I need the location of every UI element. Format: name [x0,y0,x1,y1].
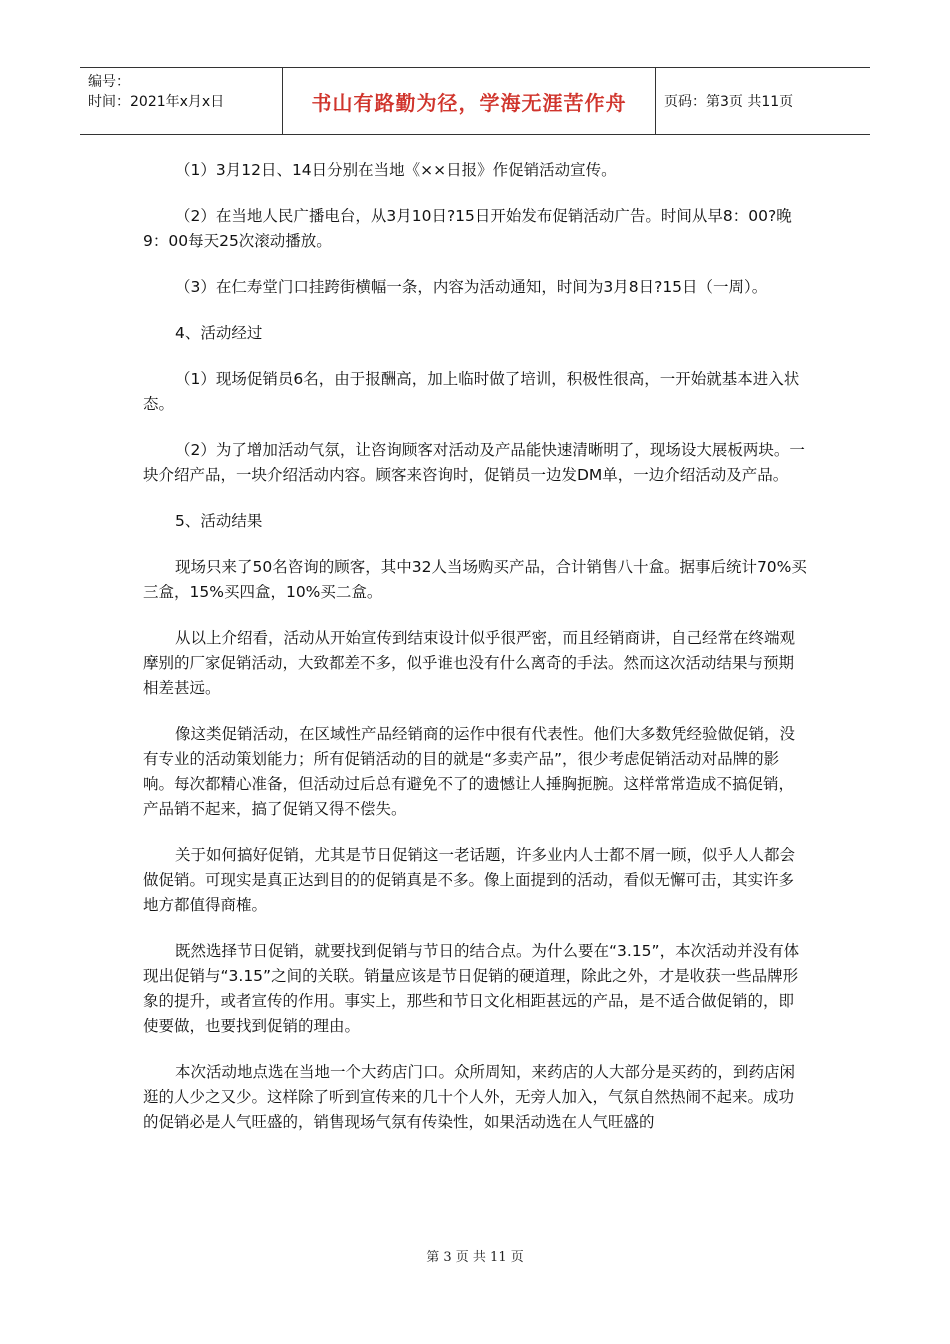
paragraph: （3）在仁寿堂门口挂跨街横幅一条，内容为活动通知，时间为3月8日?15日（一周）。 [175,278,768,296]
paragraph: 本次活动地点选在当地一个大药店门口。众所周知，来药店的人大部分是买药的，到药店闲逛的人少之又少。这样除了听到宣传来的几十个人外，无旁人加入，气氛自然热闹不起来。成功的促销必是人气旺盛的，销售现场气氛有传染性，如果活动选在人气旺盛的 [143,1063,796,1131]
section-heading: 4、活动经过 [175,324,263,342]
paragraph: 关于如何搞好促销，尤其是节日促销这一老话题，许多业内人士都不屑一顾，似乎人人都会做促销。可现实是真正达到目的的促销真是不多。像上面提到的活动，看似无懈可击，其实许多地方都值得商榷。 [143,846,796,914]
document-date-label: 时间：2021年x月x日 [88,94,225,110]
document-body [143,158,808,1156]
header-page-cell [656,68,870,134]
paragraph: （2）在当地人民广播电台，从3月10日?15日开始发布促销活动广告。时间从早8：00?晚9：00每天25次滚动播放。 [143,207,792,250]
page-header [80,67,870,135]
paragraph: 从以上介绍看，活动从开始宣传到结束设计似乎很严密，而且经销商讲，自己经常在终端观摩别的厂家促销活动，大致都差不多，似乎谁也没有什么离奇的手法。然而这次活动结果与预期相差甚远。 [143,629,796,697]
header-motto: 书山有路勤为径，学海无涯苦作舟 [311,90,627,115]
paragraph: 现场只来了50名咨询的顾客，其中32人当场购买产品，合计销售八十盒。据事后统计70%买三盒，15%买四盒，10%买二盒。 [143,558,807,601]
paragraph: 既然选择节日促销，就要找到促销与节日的结合点。为什么要在“3.15”，本次活动并没有体现出促销与“3.15”之间的关联。销量应该是节日促销的硬道理，除此之外，才是收获一些品牌形象的提升，或者宣传的作用。事实上，那些和节日文化相距甚远的产品，是不适合做促销的，即使要做，也要找到促销的理由。 [143,942,800,1035]
section-heading: 5、活动结果 [175,512,263,530]
document-number-label: 编号： [88,74,130,90]
paragraph: （1）现场促销员6名，由于报酬高，加上临时做了培训，积极性很高，一开始就基本进入状态。 [143,370,800,413]
paragraph: （1）3月12日、14日分别在当地《××日报》作促销活动宣传。 [175,161,617,179]
page-footer: 第 3 页 共 11 页 [426,1250,524,1265]
header-motto-cell [283,68,656,134]
header-meta-cell [80,68,283,134]
header-page-number: 页码：第3页 共11页 [664,94,794,110]
paragraph: 像这类促销活动，在区域性产品经销商的运作中很有代表性。他们大多数凭经验做促销，没有专业的活动策划能力；所有促销活动的目的就是“多卖产品”，很少考虑促销活动对品牌的影响。每次都精心准备，但活动过后总有避免不了的遗憾让人捶胸扼腕。这样常常造成不搞促销，产品销不起来，搞了促销又得不偿失。 [143,725,796,818]
paragraph: （2）为了增加活动气氛，让咨询顾客对活动及产品能快速清晰明了，现场设大展板两块。一块介绍产品，一块介绍活动内容。顾客来咨询时，促销员一边发DM单，一边介绍活动及产品。 [143,441,805,484]
